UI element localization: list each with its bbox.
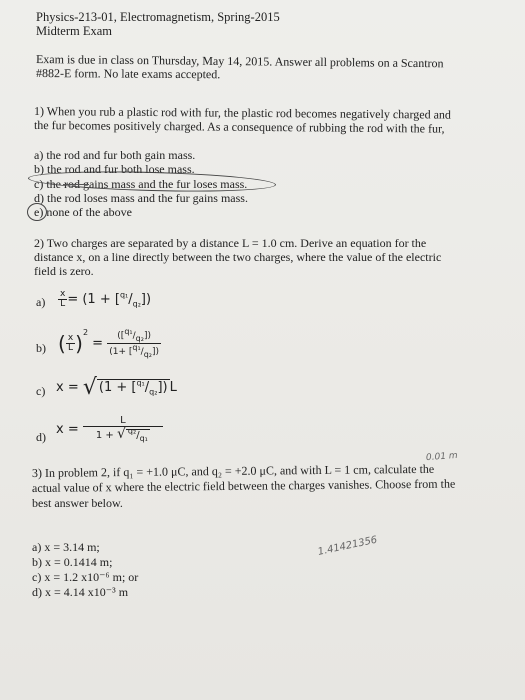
q1-line-2: the fur becomes positively charged. As a consequence of rubbing the rod with the fur, (33, 118, 445, 136)
q1-option-b: b) the rod and fur both lose mass. (34, 162, 195, 176)
strike-mark (63, 184, 89, 185)
notice-line-1: Exam is due in class on Thursday, May 14, 2015. Answer all problems on a Scantron (35, 52, 444, 71)
equation-a: $\frac{x}{L}$ = $(1 + [^{q_1}/_{q_2}])$ (60, 289, 152, 309)
q1-line-1: 1) When you rub a plastic rod with fur, the plastic rod becomes negatively charged and (33, 104, 452, 122)
q3-option-b: b) x = 0.1414 m; (32, 555, 113, 569)
equation-d: x = $\frac{L}{1 + √ ^{q_2}/_{q_1}}$ (56, 416, 163, 443)
notice-line-2: #882-E form. No late exams accepted. (35, 66, 221, 82)
q3-line-1: 3) In problem 2, if q₁ = +1.0 μC, and q₂ = +2.0 μC, and with L = 1 cm, calculate the (31, 461, 435, 480)
q2-line-2: distance x, on a line directly between the two charges, where the value of the electric (34, 250, 442, 264)
q3-option-a: a) x = 3.14 m; (32, 540, 100, 554)
equation-b: ( $\frac{x}{L}$ )$^2$ = $\frac{([^{q_1}/_{q_2}])}{(1+ [^{q_1}/_{q_2}])}$ (58, 327, 160, 359)
q3-line-2: actual value of x where the electric field between the charges vanishes. Choose from the (31, 476, 456, 495)
exam-title: Midterm Exam (36, 24, 113, 38)
q3-line-3: best answer below. (32, 496, 123, 510)
q2-label-d: d) (36, 430, 46, 444)
answer-circle-e (27, 203, 47, 221)
q1-option-e: e) none of the above (34, 205, 132, 219)
q2-label-b: b) (36, 341, 46, 355)
q1-option-d: d) the rod loses mass and the fur gains mass. (34, 191, 248, 205)
q1-option-a: a) the rod and fur both gain mass. (34, 148, 196, 162)
handwritten-conversion: 0.01 m (425, 450, 458, 464)
q2-label-a: a) (36, 295, 46, 309)
equation-c: x = √ $(1 + [^{q_1}/_{q_2}])$ L (56, 375, 177, 400)
handwritten-calculation: 1.41421356 (316, 534, 379, 558)
q1-option-c: c) the rod gains mass and the fur loses mass. (34, 177, 248, 191)
q2-label-c: c) (36, 384, 46, 398)
q2-line-3: field is zero. (34, 264, 94, 278)
course-title: Physics-213-01, Electromagnetism, Spring-2015 (36, 10, 280, 24)
q3-option-d: d) x = 4.14 x10⁻³ m (32, 585, 129, 599)
q3-option-c: c) x = 1.2 x10⁻⁶ m; or (32, 570, 139, 584)
q2-line-1: 2) Two charges are separated by a distance L = 1.0 cm. Derive an equation for the (34, 236, 427, 250)
